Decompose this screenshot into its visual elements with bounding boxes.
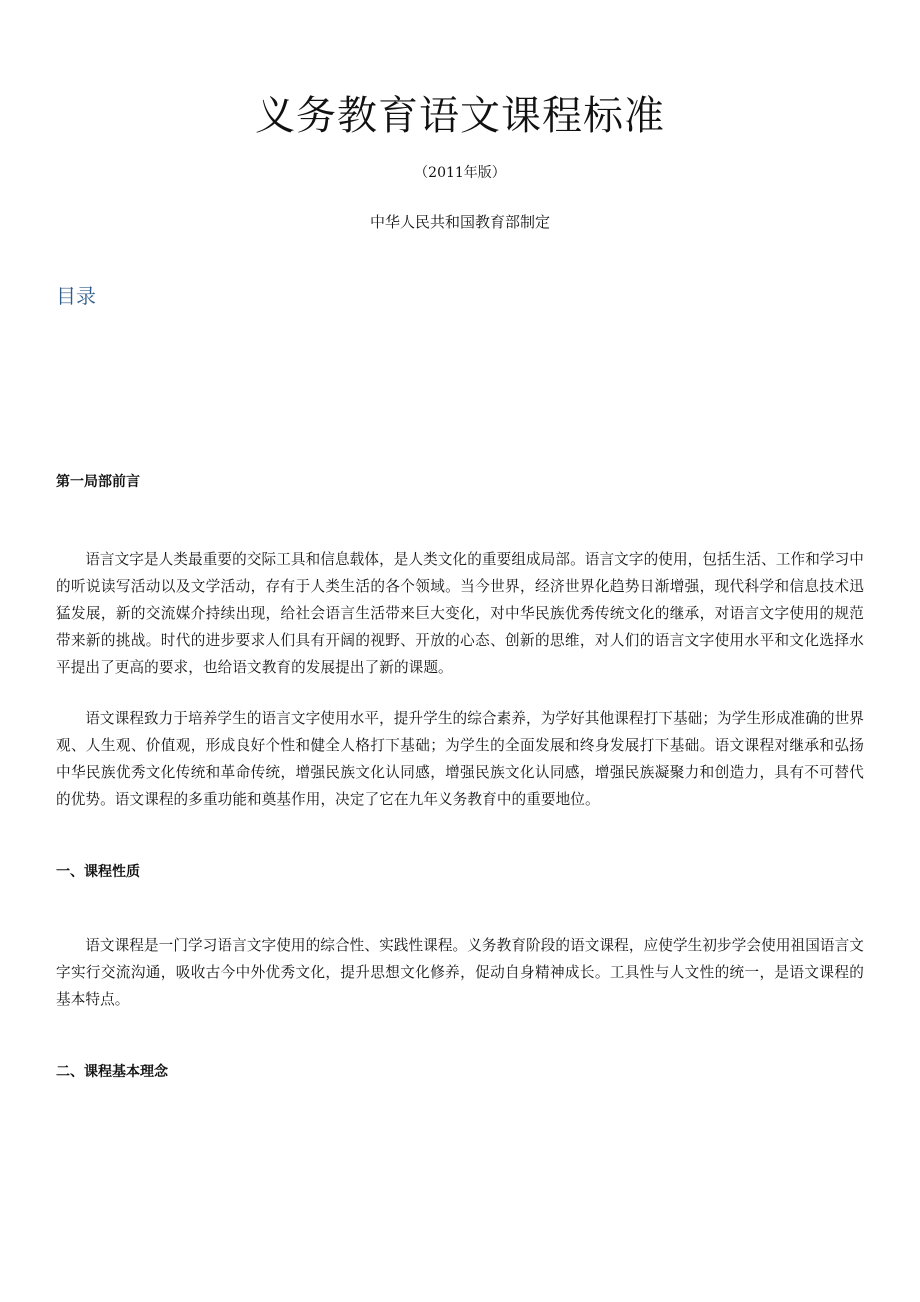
section-heading-preface: 第一局部前言: [56, 474, 140, 490]
document-title: 义务教育语文课程标准: [255, 93, 665, 139]
document-issuer: 中华人民共和国教育部制定: [369, 213, 550, 231]
preface-paragraph-1: 语言文字是人类最重要的交际工具和信息载体，是人类文化的重要组成局部。语言文字的使用，包括生活、工作和学习中的听说读写活动以及文学活动，存有于人类生活的各个领域。当今世界，经济世界化趋势日渐增强，现代科学和信息技术迅猛发展，新的交流媒介持续出现，给社会语言生活带来巨大变化，对中华民族优秀传统文化的继承，对语言文字使用的规范带来新的挑战。时代的进步要求人们具有开阔的视野、开放的心态、创新的思维，对人们的语言文字使用水平和文化选择水平提出了更高的要求，也给语文教育的发展提出了新的课题。: [56, 551, 864, 676]
toc-heading[interactable]: 目录: [56, 284, 96, 308]
preface-paragraph-2: 语文课程致力于培养学生的语言文字使用水平，提升学生的综合素养，为学好其他课程打下基础；为学生形成准确的世界观、人生观、价值观，形成良好个性和健全人格打下基础；为学生的全面发展和终身发展打下基础。语文课程对继承和弘扬中华民族优秀文化传统和革命传统，增强民族文化认同感，增强民族文化认同感，增强民族凝聚力和创造力，具有不可替代的优势。语文课程的多重功能和奠基作用，决定了它在九年义务教育中的重要地位。: [56, 710, 864, 808]
section-heading-basic-concepts: 二、课程基本理念: [56, 1064, 168, 1080]
document-edition: （2011年版）: [414, 165, 506, 181]
course-nature-paragraph: 语文课程是一门学习语言文字使用的综合性、实践性课程。义务教育阶段的语文课程，应使学生初步学会使用祖国语言文字实行交流沟通，吸收古今中外优秀文化，提升思想文化修养，促动自身精神成长。工具性与人文性的统一，是语文课程的基本特点。: [56, 937, 864, 1008]
section-heading-course-nature: 一、课程性质: [56, 864, 140, 880]
